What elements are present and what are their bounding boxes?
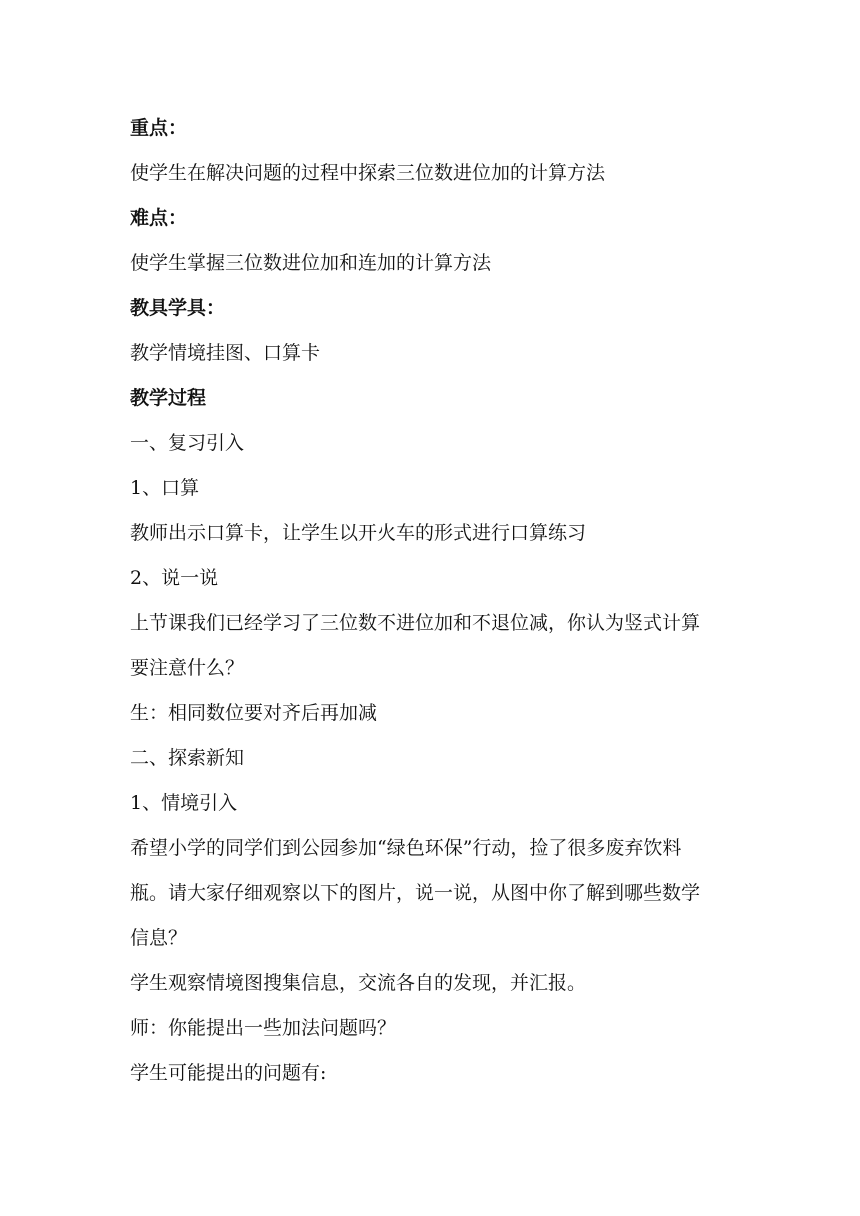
paragraph-line: 教师出示口算卡，让学生以开火车的形式进行口算练习 — [130, 522, 587, 544]
section-heading: 一、复习引入 — [130, 432, 245, 454]
subsection-heading: 1、情境引入 — [130, 792, 238, 814]
paragraph-line: 瓶。请大家仔细观察以下的图片，说一说，从图中你了解到哪些数学 — [130, 882, 701, 904]
paragraph-line: 学生可能提出的问题有: — [130, 1062, 327, 1084]
paragraph-line: 希望小学的同学们到公园参加“绿色环保”行动，捡了很多废弃饮料 — [130, 837, 682, 859]
paragraph-line: 上节课我们已经学习了三位数不进位加和不退位减，你认为竖式计算 — [130, 612, 701, 634]
heading-teaching-process: 教学过程 — [130, 387, 207, 409]
subsection-heading: 1、口算 — [130, 477, 200, 499]
subsection-heading: 2、说一说 — [130, 567, 219, 589]
paragraph-line: 信息？ — [130, 927, 188, 949]
paragraph-line: 生：相同数位要对齐后再加减 — [130, 702, 378, 724]
heading-difficulties: 难点： — [130, 207, 188, 229]
paragraph-line: 教学情境挂图、口算卡 — [130, 342, 321, 364]
paragraph-line: 使学生掌握三位数进位加和连加的计算方法 — [130, 252, 492, 274]
section-heading: 二、探索新知 — [130, 747, 245, 769]
heading-teaching-aids: 教具学具： — [130, 297, 226, 319]
paragraph-line: 学生观察情境图搜集信息，交流各自的发现，并汇报。 — [130, 972, 587, 994]
paragraph-line: 师：你能提出一些加法问题吗？ — [130, 1017, 397, 1039]
paragraph-line: 要注意什么？ — [130, 657, 245, 679]
heading-key-points: 重点： — [130, 117, 188, 139]
paragraph-line: 使学生在解决问题的过程中探索三位数进位加的计算方法 — [130, 162, 606, 184]
